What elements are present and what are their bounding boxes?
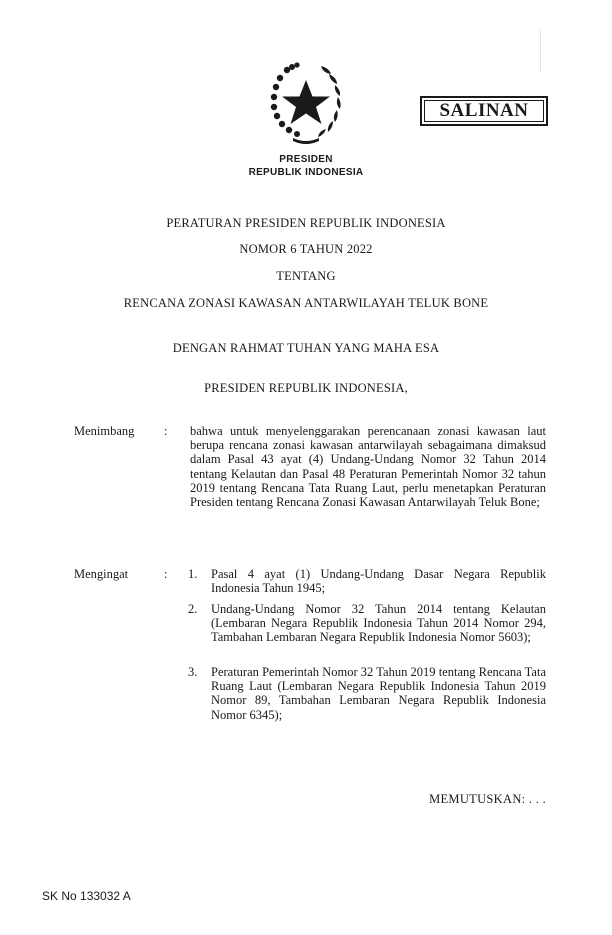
- mengingat-item-text: Peraturan Pemerintah Nomor 32 Tahun 2019 tentang Rencana Tata Ruang Laut (Lembaran Negara Republik Indonesia Tahun 2019 Nomor 89, Tambahan Lembaran Negara Republik Indonesia Nomor 6345);: [211, 665, 546, 722]
- header-presiden: PRESIDEN: [279, 154, 333, 165]
- mengingat-item-text: Pasal 4 ayat (1) Undang-Undang Dasar Negara Republik Indonesia Tahun 1945;: [211, 567, 546, 596]
- mengingat-item-number: 1.: [188, 567, 198, 581]
- mengingat-item-text: Undang-Undang Nomor 32 Tahun 2014 tentang Kelautan (Lembaran Negara Republik Indonesia Tahun 2014 Nomor 294, Tambahan Lembaran Negara Republik Indonesia Nomor 5603);: [211, 602, 546, 645]
- presidential-emblem-icon: [265, 58, 347, 144]
- mengingat-item-number: 3.: [188, 665, 198, 679]
- mengingat-item: [188, 602, 546, 645]
- scan-artifact: [540, 30, 541, 72]
- salinan-label: SALINAN: [424, 100, 544, 122]
- document-number: NOMOR 6 TAHUN 2022: [239, 242, 373, 256]
- mengingat-item-number: 2.: [188, 602, 198, 616]
- document-subject: RENCANA ZONASI KAWASAN ANTARWILAYAH TELUK BONE: [123, 296, 489, 310]
- header-republik: REPUBLIK INDONESIA: [248, 167, 364, 178]
- document-tentang: TENTANG: [276, 269, 336, 283]
- mengingat-label: Mengingat: [74, 567, 129, 581]
- menimbang-colon: :: [164, 424, 168, 438]
- mengingat-item: [188, 567, 546, 595]
- salinan-stamp: [420, 96, 548, 126]
- menimbang-label: Menimbang: [74, 424, 135, 438]
- memutuskan-continuation: MEMUTUSKAN: . . .: [429, 792, 546, 806]
- document-enacting-authority: PRESIDEN REPUBLIK INDONESIA,: [204, 381, 408, 395]
- sk-number: SK No 133032 A: [42, 889, 131, 903]
- mengingat-colon: :: [164, 567, 168, 581]
- document-invocation: DENGAN RAHMAT TUHAN YANG MAHA ESA: [172, 341, 440, 355]
- menimbang-text: bahwa untuk menyelenggarakan perencanaan zonasi kawasan laut berupa rencana zonasi kawasan antarwilayah sebagaimana dimaksud dalam Pasal 43 ayat (4) Undang-Undang Nomor 32 Tahun 2014 tentang Kelautan dan Pasal 48 Peraturan Pemerintah Nomor 32 tahun 2019 tentang Rencana Tata Ruang Laut, perlu menetapkan Peraturan Presiden tentang Rencana Zonasi Kawasan Antarwilayah Teluk Bone;: [190, 424, 546, 510]
- mengingat-item: [188, 665, 546, 722]
- document-title: PERATURAN PRESIDEN REPUBLIK INDONESIA: [166, 216, 446, 230]
- emblem-star: [282, 80, 330, 124]
